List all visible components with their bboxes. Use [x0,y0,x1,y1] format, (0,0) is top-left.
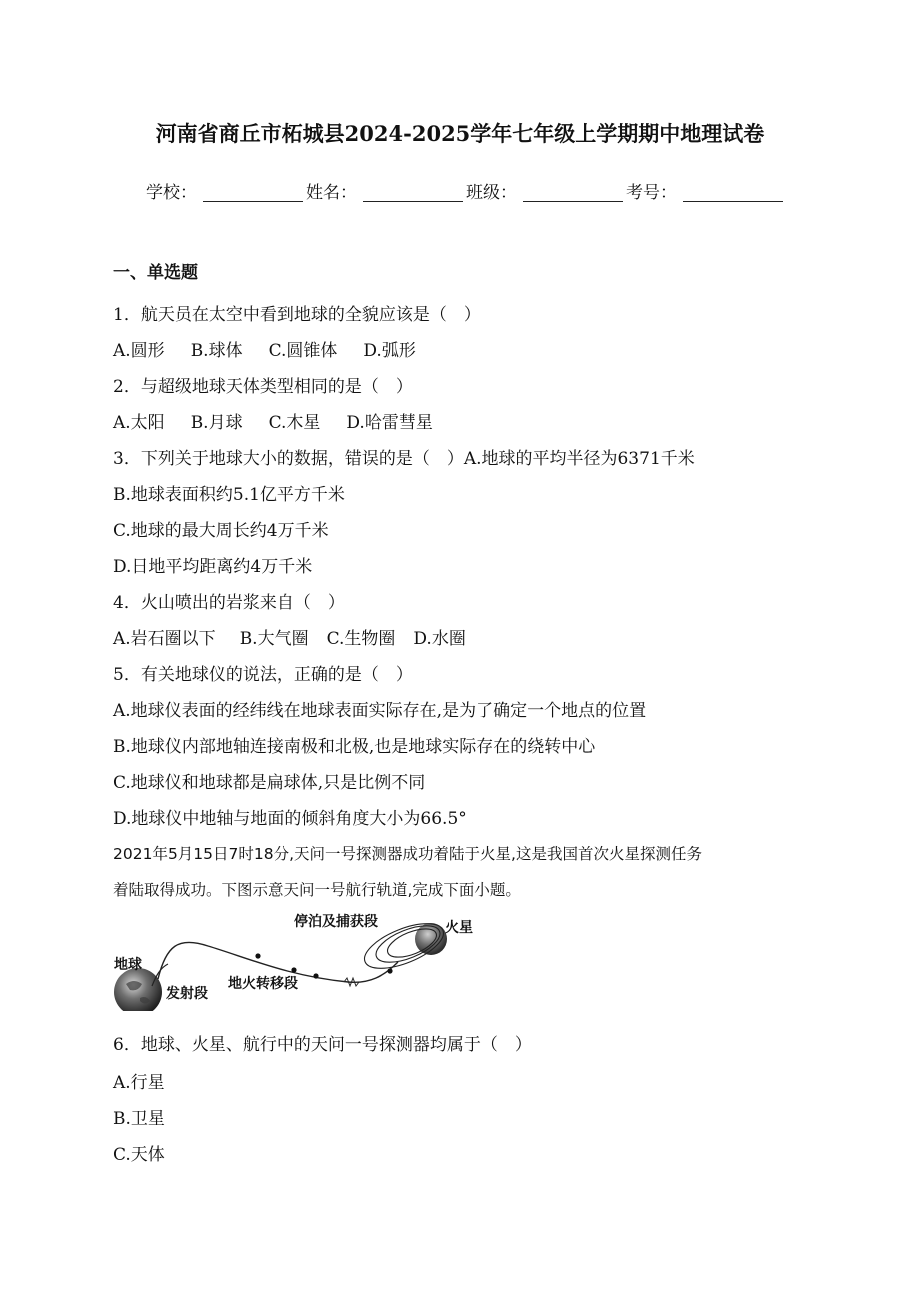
earth-label: 地球 [114,957,142,973]
q2-stem: 2．与超级地球天体类型相同的是（ ） [113,377,413,397]
number-label: 考号： [626,183,677,203]
transfer-label: 地火转移段 [228,976,298,992]
school-label: 学校： [146,183,197,203]
mars-label: 火星 [445,920,473,936]
q1-stem: 1．航天员在太空中看到地球的全貌应该是（ ） [113,305,481,325]
q4-options [113,624,466,649]
q6-option-a: A.行星 [113,1073,165,1093]
q2-option-b: B.月球 [190,413,243,433]
q4-option-a: A.岩石圈以下 [113,629,216,649]
q4-option-b: B.大气圈 [239,629,309,649]
q6-option-c: C.天体 [113,1145,165,1165]
q1-options [113,336,416,361]
q1-option-d: D.弧形 [363,341,416,361]
tianwen-trajectory-figure [108,906,488,1011]
q5-option-b: B.地球仪内部地轴连接南极和北极,也是地球实际存在的绕转中心 [113,737,596,757]
class-blank[interactable] [523,183,623,202]
q6-option-b: B.卫星 [113,1109,165,1129]
passage-line-2: 着陆取得成功。下图示意天问一号航行轨道,完成下面小题。 [113,881,521,899]
earth-icon [114,968,162,1011]
number-blank[interactable] [683,183,783,202]
q1-option-b: B.球体 [190,341,243,361]
q3-stem: 3．下列关于地球大小的数据，错误的是（ ）A.地球的平均半径为6371千米 [113,449,695,469]
q3-option-d: D.日地平均距离约4万千米 [113,557,313,577]
school-blank[interactable] [203,183,303,202]
q1-option-c: C.圆锥体 [268,341,338,361]
q4-option-c: C.生物圈 [326,629,396,649]
exam-title: 河南省商丘市柘城县2024-2025学年七年级上学期期中地理试卷 [155,121,765,146]
name-label: 姓名： [306,183,357,203]
capture-label: 停泊及捕获段 [294,914,378,930]
student-info-row [146,178,786,203]
q6-stem: 6．地球、火星、航行中的天问一号探测器均属于（ ） [113,1035,532,1055]
q4-option-d: D.水圈 [413,629,466,649]
q2-option-c: C.木星 [268,413,321,433]
q2-options [113,408,433,433]
passage-line-1: 2021年5月15日7时18分,天问一号探测器成功着陆于火星,这是我国首次火星探测任务 [113,845,702,863]
name-blank[interactable] [363,183,463,202]
section-heading: 一、单选题 [113,263,198,283]
q5-stem: 5．有关地球仪的说法，正确的是（ ） [113,665,413,685]
q1-option-a: A.圆形 [113,341,165,361]
q3-option-b: B.地球表面积约5.1亿平方千米 [113,485,345,505]
trajectory-points [255,953,392,978]
q2-option-d: D.哈雷彗星 [346,413,433,433]
q2-option-a: A.太阳 [113,413,165,433]
class-label: 班级： [466,183,517,203]
q5-option-d: D.地球仪中地轴与地面的倾斜角度大小为66.5° [113,809,467,829]
q5-option-c: C.地球仪和地球都是扁球体,只是比例不同 [113,773,426,793]
q5-option-a: A.地球仪表面的经纬线在地球表面实际存在,是为了确定一个地点的位置 [113,701,647,721]
q4-stem: 4．火山喷出的岩浆来自（ ） [113,593,345,613]
q3-option-c: C.地球的最大周长约4万千米 [113,521,329,541]
launch-label: 发射段 [166,986,208,1002]
